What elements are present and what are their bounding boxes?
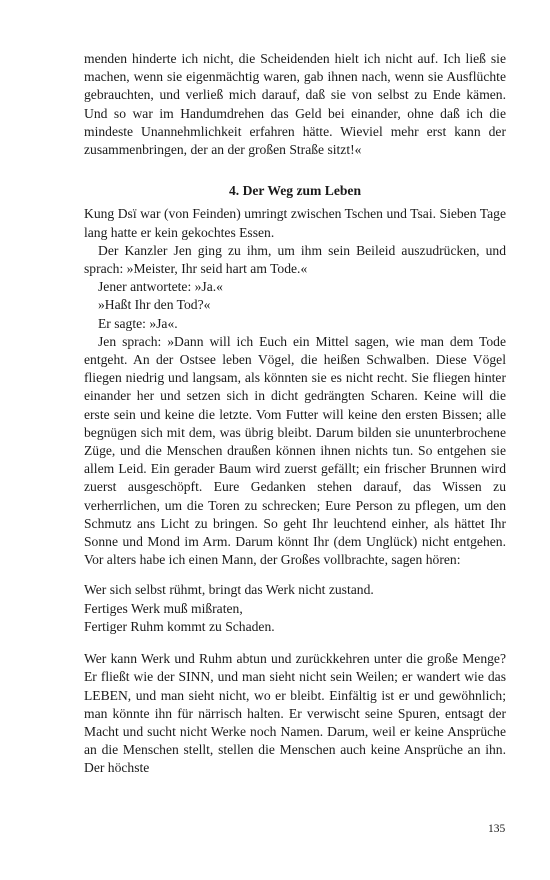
- closing-paragraph: Wer kann Werk und Ruhm abtun und zurückkehren unter die große Menge? Er fließt wie der SINN, und man sieht nicht sein Weilen; er wandert wie das LEBEN, und man sieht nicht, wo er bleibt. Einfältig ist er und gewöhnlich; man könnte ihn für närrisch halten. Er verwischt seine Spuren, entsagt der Macht und sucht nicht Werke noch Namen. Darum, weil er keine Ansprüche an die Menschen stellt, stellen die Menschen auch keine Ansprüche an ihn. Der höchste: [84, 651, 506, 776]
- section-heading: 4. Der Weg zum Leben: [228, 183, 362, 199]
- section-paragraph: »Haßt Ihr den Tod?«: [98, 297, 211, 313]
- section-paragraph: Kung Dsï war (von Feinden) umringt zwischen Tschen und Tsai. Sieben Tage lang hatte er kein gekochtes Essen.: [84, 206, 506, 240]
- book-page: [84, 50, 506, 778]
- section-paragraph: Der Kanzler Jen ging zu ihm, um ihm sein Beileid auszudrücken, und sprach: »Meister, Ihr seid hart am Tode.«: [84, 242, 506, 277]
- section-paragraph: Jen sprach: »Dann will ich Euch ein Mittel sagen, wie man dem Tode entgeht. An der Ostsee leben Vögel, die heißen Schwalben. Diese Vögel fliegen niedrig und langsam, als könnten sie es nicht recht. Sie fliegen hinter einander her und setzen sich in dicht gedrängten Scharen. Keine will die erste sein und keine die letzte. Vom Futter will keine den ersten Bissen; alle begnügen sich mit dem, was übrig bleibt. Darum bilden sie ununterbrochene Züge, und die Menschen draußen können ihnen nichts tun. So entgehen sie allem Leid. Ein gerader Baum wird zuerst gefällt; ein frischer Brunnen wird zuerst ausgeschöpft. Eure Gedanken stehen darauf, das Wissen zu verherrlichen, um die Toren zu schrecken; Eure Person zu pflegen, um den Schmutz ans Licht zu bringen. So geht Ihr leuchtend einher, als hättet Ihr Sonne und Mond im Arm. Darum könnt Ihr (dem Unglück) nicht entgehen. Vor alters habe ich einen Mann, der Großes vollbrachte, sagen hören:: [84, 333, 506, 568]
- page-number: 135: [488, 823, 506, 835]
- section-paragraph: Jener antwortete: »Ja.«: [98, 279, 223, 295]
- section-body: [84, 205, 506, 569]
- top-paragraph: menden hinderte ich nicht, die Scheidenden hielt ich nicht auf. Ich ließ sie machen, wenn sie eigenmächtig waren, gab ihnen nach, wenn sie Ausflüchte gebrauchten, und verließ mich darauf, daß sie von selbst zu Ende kämen. Und so war im Handumdrehen das Geld bei einander, ohne daß ich die mindeste Unannehmlichkeit erfahren hätte. Wieviel mehr erst kann der zusammenbringen, der an der großen Straße sitzt!«: [84, 51, 506, 158]
- verse-line: Fertiges Werk muß mißraten,: [84, 600, 243, 616]
- verse-line: Fertiger Ruhm kommt zu Schaden.: [84, 618, 275, 634]
- verse-block: [84, 581, 506, 636]
- verse-line: Wer sich selbst rühmt, bringt das Werk nicht zustand.: [84, 582, 374, 598]
- section-paragraph: Er sagte: »Ja«.: [98, 315, 178, 331]
